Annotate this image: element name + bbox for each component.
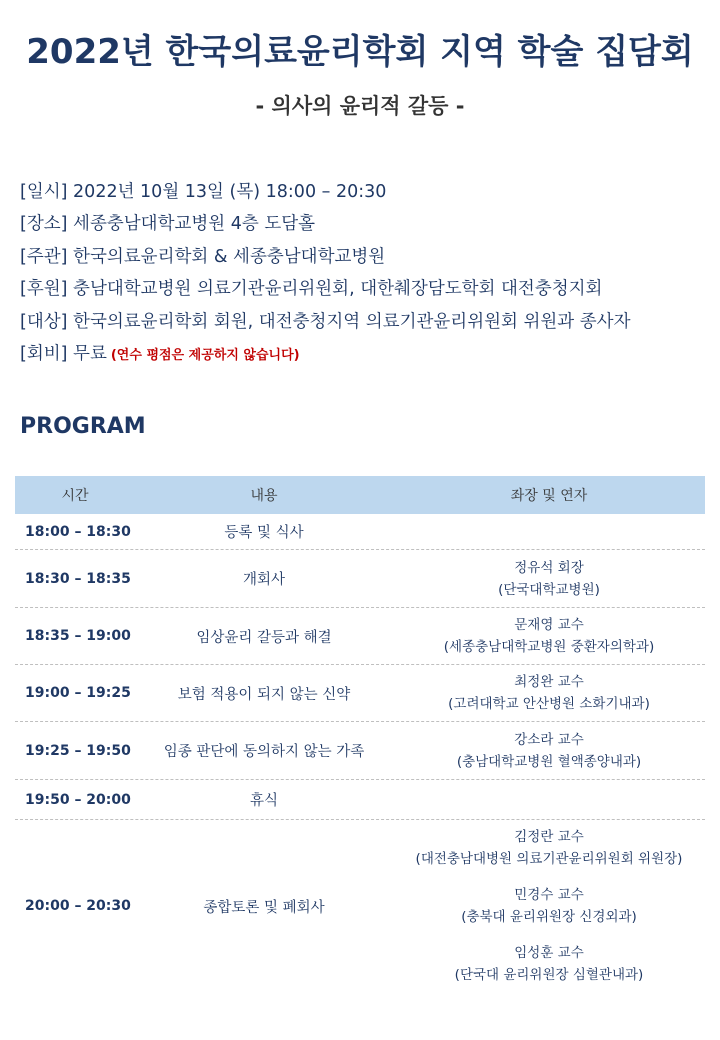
info-value: 한국의료윤리학회 & 세종충남대학교병원 [73, 246, 386, 267]
speaker-affiliation: (대전충남대병원 의료기관윤리위원회 위원장) [415, 851, 683, 867]
row-speaker [393, 557, 705, 601]
info-value: 한국의료윤리학회 회원, 대전충청지역 의료기관윤리위원회 위원과 종사자 [73, 311, 631, 332]
row-time: 18:30 – 18:35 [25, 570, 131, 587]
row-speaker [393, 614, 705, 658]
table-row [15, 820, 705, 992]
table-row [15, 665, 705, 722]
row-content: 보험 적용이 되지 않는 신약 [177, 686, 351, 703]
info-venue [20, 208, 710, 240]
column-header-content: 내용 [250, 488, 278, 504]
table-row [15, 722, 705, 780]
speaker-name: 김정란 교수 [514, 829, 584, 845]
program-table [15, 476, 705, 992]
table-row [15, 608, 705, 665]
table-row [15, 514, 705, 550]
speaker-affiliation: (충남대학교병원 혈액종양내과) [456, 753, 642, 770]
row-content: 등록 및 식사 [224, 525, 304, 541]
speaker-name: 문재영 교수 [514, 617, 584, 633]
fee-note: (연수 평점은 제공하지 않습니다) [110, 347, 300, 363]
column-header-speaker: 좌장 및 연자 [510, 488, 588, 504]
info-label: [후원] [20, 279, 68, 300]
speaker-name: 정유석 회장 [514, 559, 584, 576]
info-audience [20, 306, 710, 338]
info-label: [일시] [20, 182, 68, 202]
info-label: [장소] [20, 214, 68, 235]
speaker-affiliation: (세종충남대학교병원 중환자의학과) [443, 639, 655, 655]
row-content: 임상윤리 갈등과 해결 [196, 629, 332, 646]
info-sponsor [20, 273, 710, 305]
row-content: 임종 판단에 동의하지 않는 가족 [163, 744, 365, 760]
page-title: 2022년 한국의료윤리학회 지역 학술 집담회 [26, 32, 694, 72]
page-subtitle: - 의사의 윤리적 갈등 - [255, 94, 465, 118]
row-content: 휴식 [249, 793, 278, 809]
row-time: 20:00 – 20:30 [25, 898, 131, 914]
speaker-affiliation: (단국대 윤리위원장 심혈관내과) [454, 967, 644, 983]
row-time: 18:35 – 19:00 [25, 628, 131, 644]
table-row [15, 550, 705, 608]
program-heading: PROGRAM [20, 414, 146, 439]
row-time: 19:50 – 20:00 [25, 791, 131, 808]
speaker-affiliation: (단국대학교병원) [498, 581, 600, 598]
table-row [15, 780, 705, 820]
info-value: 충남대학교병원 의료기관윤리위원회, 대한췌장담도학회 대전충청지회 [73, 279, 603, 300]
info-fee [20, 338, 710, 370]
row-speaker [393, 826, 705, 986]
row-speaker [393, 671, 705, 715]
info-value: 무료 [73, 343, 107, 364]
row-time: 19:00 – 19:25 [25, 685, 131, 701]
column-header-time: 시간 [61, 488, 89, 504]
row-time: 18:00 – 18:30 [25, 523, 131, 540]
info-value: 2022년 10월 13일 (목) 18:00 – 20:30 [73, 182, 387, 202]
info-label: [대상] [20, 311, 68, 332]
speaker-affiliation: (충북대 윤리위원장 신경외과) [461, 909, 637, 925]
event-info [20, 176, 710, 370]
row-speaker [393, 729, 705, 773]
speaker-name: 최정완 교수 [514, 674, 584, 690]
row-time: 19:25 – 19:50 [25, 742, 131, 759]
row-content: 개회사 [242, 572, 286, 588]
row-content: 종합토론 및 폐회사 [203, 899, 325, 916]
info-organizer [20, 241, 710, 273]
info-value: 세종충남대학교병원 4층 도담홀 [73, 214, 316, 235]
speaker-name: 강소라 교수 [514, 731, 584, 748]
speaker-name: 민경수 교수 [514, 887, 584, 903]
speaker-name: 임성훈 교수 [514, 945, 584, 961]
info-label: [회비] [20, 343, 68, 364]
table-header [15, 476, 705, 514]
info-date [20, 176, 710, 208]
speaker-affiliation: (고려대학교 안산병원 소화기내과) [448, 696, 650, 712]
info-label: [주관] [20, 246, 68, 267]
